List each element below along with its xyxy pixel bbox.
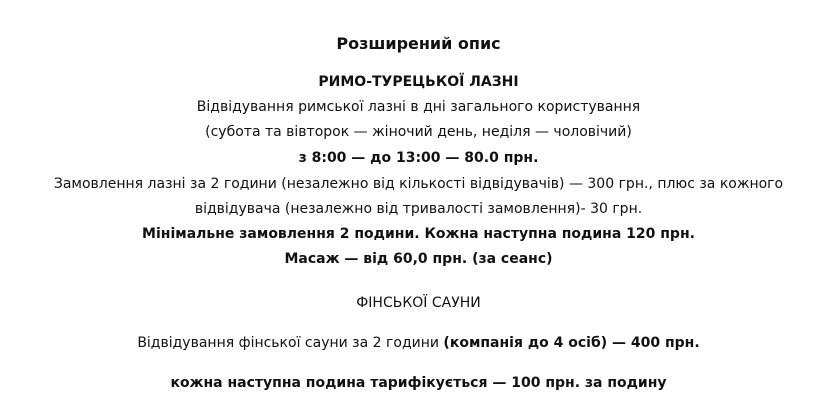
- minimum-order-text: Мінімальне замовлення 2 подини. Кожна наступна подина 120 прн.: [142, 226, 695, 242]
- finnish-sauna-title: ФІНСЬКОЇ САУНИ: [356, 295, 481, 311]
- finnish-sauna-visit-text: Відвідування фінської сауни за 2 години: [137, 335, 439, 351]
- roman-bath-hours-price: з 8:00 — до 13:00 — 80.0 прн.: [298, 150, 539, 166]
- roman-bath-visit-text: Відвідування римської лазні в дні загального користування: [196, 99, 641, 115]
- finnish-sauna-visit-price: (компанія до 4 осіб) — 400 прн.: [443, 335, 700, 351]
- massage-price-text: Масаж — від 60,0 прн. (за сеанс): [284, 251, 553, 267]
- roman-bath-order-text-cont: відвідувача (незалежно від тривалості замовлення)- 30 грн.: [194, 201, 643, 217]
- finnish-sauna-extra-hour: кожна наступна подина тарифікується — 100 прн. за подину: [170, 375, 667, 391]
- roman-bath-days-text: (субота та вівторок — жіночий день, неділя — чоловічий): [205, 124, 632, 140]
- roman-bath-order-text: Замовлення лазні за 2 години (незалежно від кількості відвідувачів) — 300 грн., плюс за кожного: [53, 176, 784, 192]
- document-heading: Розширений опис: [336, 34, 501, 53]
- roman-turkish-bath-title: РИМО-ТУРЕЦЬКОЇ ЛАЗНІ: [318, 74, 519, 90]
- finnish-sauna-visit-line: [0, 334, 837, 352]
